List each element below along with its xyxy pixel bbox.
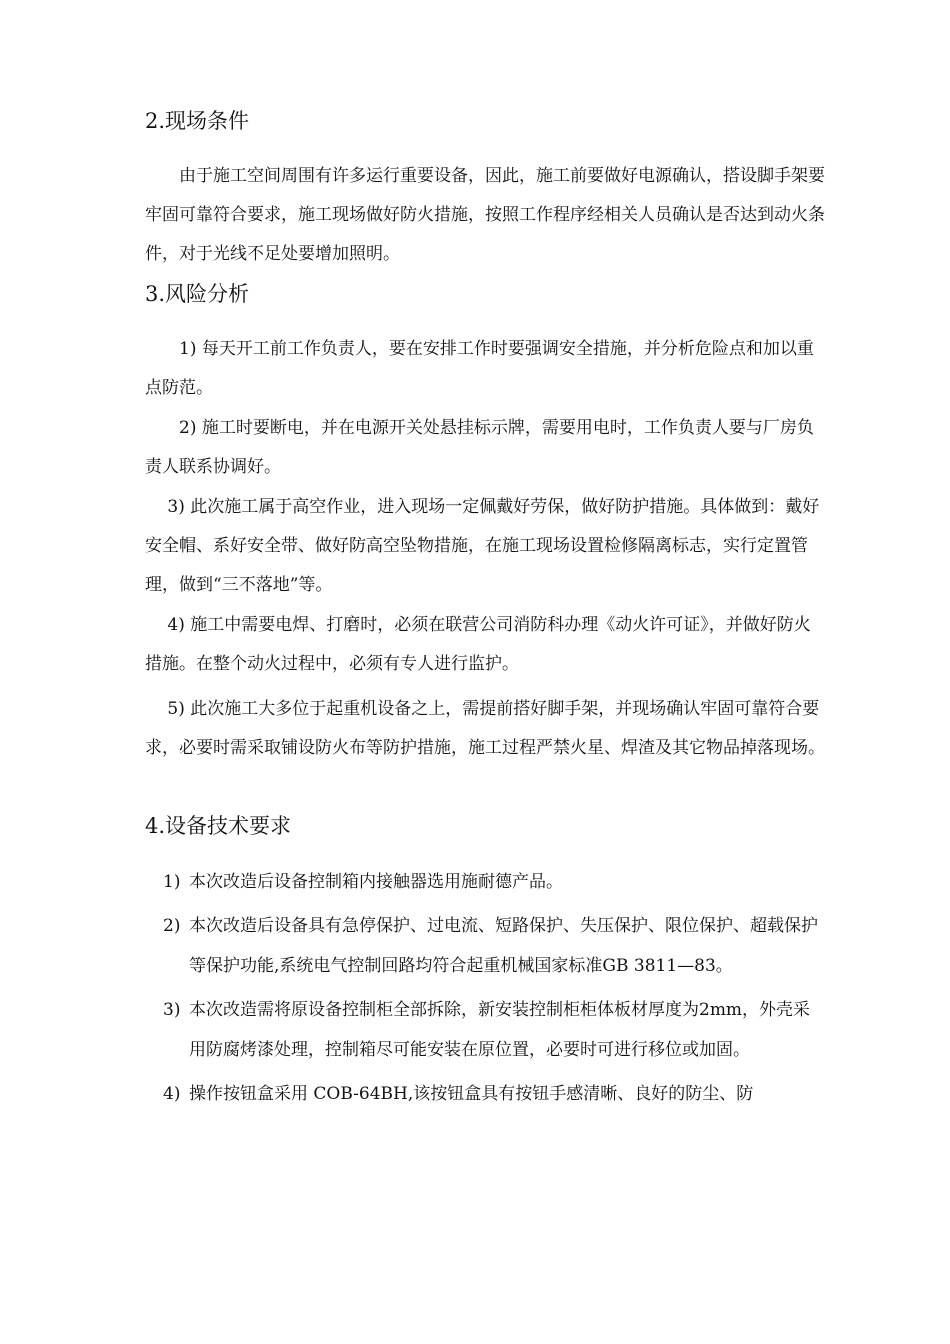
paragraph-risk-4: 4) 施工中需要电焊、打磨时，必须在联营公司消防科办理《动火许可证》，并做好防火措施。在整个动火过程中，必须有专人进行监护。 [145, 615, 811, 674]
list-item-number: 4) [163, 1084, 181, 1104]
paragraph-risk-2: 2) 施工时要断电，并在电源开关处悬挂标示牌，需要用电时，工作负责人要与厂房负责人联系协调好。 [145, 418, 814, 477]
list-item [145, 906, 825, 986]
section-heading-risk-analysis: 3.风险分析 [145, 282, 250, 306]
section-heading-site-conditions: 2.现场条件 [145, 109, 250, 133]
list-item-number: 2) [163, 916, 181, 936]
list-item [145, 1074, 825, 1114]
paragraph-risk-5: 5) 此次施工大多位于起重机设备之上，需提前搭好脚手架，并现场确认牢固可靠符合要求，必要时需采取铺设防火布等防护措施，施工过程严禁火星、焊渣及其它物品掉落现场。 [145, 699, 825, 758]
list-item [145, 862, 825, 902]
list-item-number: 3) [163, 1000, 181, 1020]
list-item-number: 1) [163, 872, 181, 892]
paragraph-risk-3: 3) 此次施工属于高空作业，进入现场一定佩戴好劳保，做好防护措施。具体做到：戴好安全帽、系好安全带、做好防高空坠物措施，在施工现场设置检修隔离标志，实行定置管理，做到“三不落地”等。 [145, 497, 820, 595]
list-item [145, 990, 825, 1070]
list-item-text: 本次改造需将原设备控制柜全部拆除，新安装控制柜柜体板材厚度为2mm，外壳采用防腐烤漆处理，控制箱尽可能安装在原位置，必要时可进行移位或加固。 [189, 1000, 811, 1060]
section-heading-equipment-requirements: 4.设备技术要求 [145, 814, 292, 838]
list-item-text: 操作按钮盒采用 COB-64BH,该按钮盒具有按钮手感清晰、良好的防尘、防 [189, 1084, 754, 1104]
equipment-requirements-list [145, 862, 825, 1118]
list-item-text: 本次改造后设备控制箱内接触器选用施耐德产品。 [189, 872, 563, 892]
paragraph-site-conditions: 由于施工空间周围有许多运行重要设备，因此，施工前要做好电源确认，搭设脚手架要牢固可靠符合要求，施工现场做好防火措施，按照工作程序经相关人员确认是否达到动火条件，对于光线不足处要增加照明。 [145, 166, 825, 264]
paragraph-risk-1: 1) 每天开工前工作负责人，要在安排工作时要强调安全措施，并分析危险点和加以重点防范。 [145, 339, 814, 398]
list-item-text: 本次改造后设备具有急停保护、过电流、短路保护、失压保护、限位保护、超载保护等保护功能,系统电气控制回路均符合起重机械国家标准GB 3811—83。 [189, 916, 818, 976]
